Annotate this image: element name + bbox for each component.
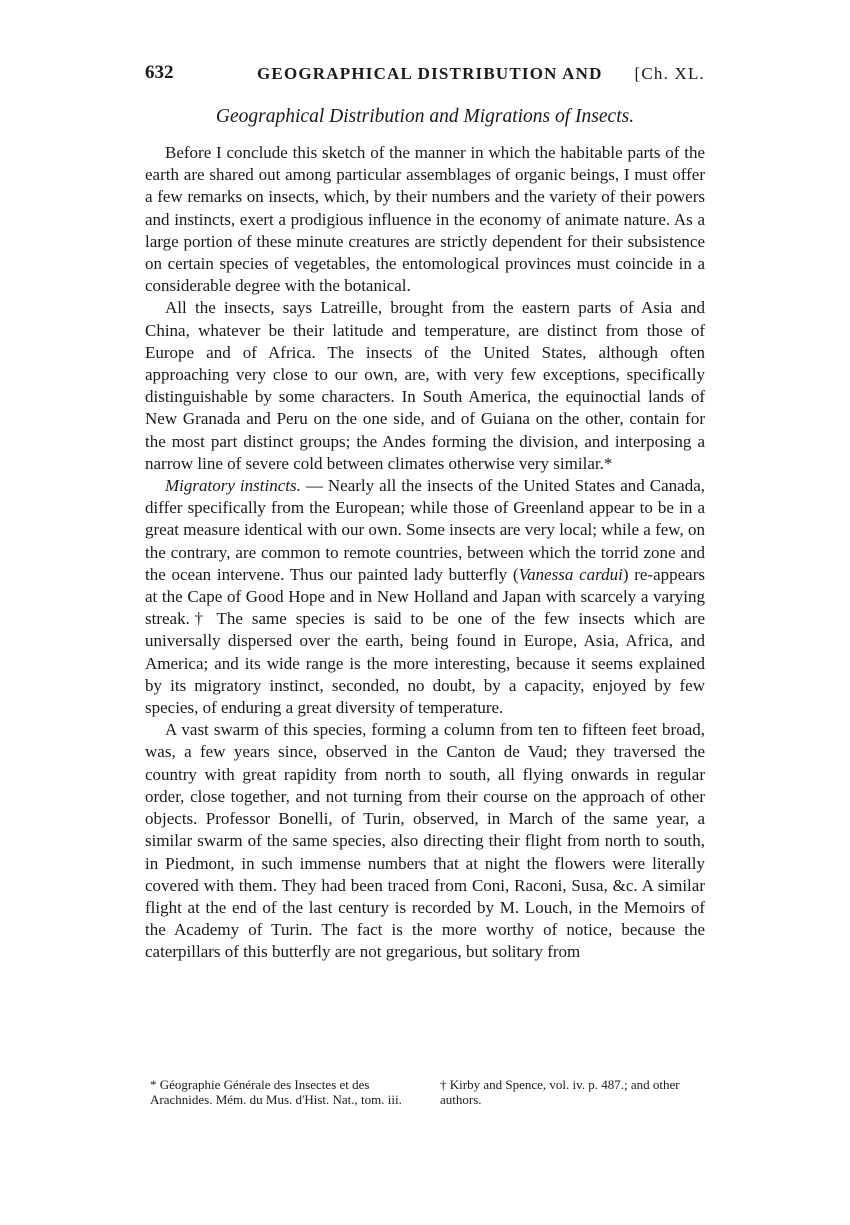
paragraph-migratory	[145, 475, 705, 719]
migratory-text-before: — Nearly all the insects of the United States and Canada, differ specifically from the European; while those of Greenland appear to be in a great measure identical with our own. Some insects are very local; while a few, on the contrary, are common to remote countries, between which the torrid zone and the ocean intervene. Thus our painted lady butterfly (	[145, 476, 706, 584]
chapter-label: [Ch. XL.	[634, 64, 705, 83]
paragraph-latreille: All the insects, says Latreille, brought from the eastern parts of Asia and China, whatever be their latitude and temperature, are distinct from those of Europe and of Africa. The insects of the United States, although often approaching very close to our own, are, with very few exceptions, specifically distinguishable by some characters. In South America, the equinoctial lands of New Granada and Peru on the one side, and of Guiana on the other, contain for the most part distinct groups; the Andes forming the division, and interposing a narrow line of severe cold between climates otherwise very similar.*	[145, 298, 705, 473]
species-name: Vanessa cardui	[518, 564, 623, 584]
page-number: 632	[145, 62, 174, 83]
section-title: Geographical Distribution and Migrations of Insects.	[215, 106, 635, 127]
footnote-dagger: † Kirby and Spence, vol. iv. p. 487.; and other authors.	[440, 1077, 680, 1107]
migratory-heading: Migratory instincts.	[165, 476, 301, 496]
migratory-text-after: ) re-appears at the Cape of Good Hope and in New Holland and Japan with scarcely a varying streak.† The same species is said to be one of the few insects which are universally dispersed over the earth, being found in Europe, Asia, Africa, and America; and its wide range is the more interesting, because it seems explained by its migratory instinct, seconded, no doubt, by a capacity, enjoyed by few species, of enduring a great diversity of temperature.	[145, 564, 705, 718]
body-text	[145, 142, 705, 964]
running-title: GEOGRAPHICAL DISTRIBUTION AND	[257, 64, 603, 83]
running-head	[145, 62, 705, 88]
paragraph-intro: Before I conclude this sketch of the manner in which the habitable parts of the earth are shared out among particular assemblages of organic beings, I must offer a few remarks on insects, which, by their numbers and the variety of their powers and instincts, exert a prodigious influence in the economy of animate nature. As a large portion of these minute creatures are strictly dependent for their subsistence on certain species of vegetables, the entomological provinces must coincide in a considerable degree with the botanical.	[145, 143, 705, 296]
footnote-star: * Géographie Générale des Insectes et des Arachnides. Mém. du Mus. d'Hist. Nat., tom. iii.	[150, 1077, 402, 1107]
paragraph-swarm: A vast swarm of this species, forming a column from ten to fifteen feet broad, was, a few years since, observed in the Canton de Vaud; they traversed the country with great rapidity from north to south, all flying onwards in regular order, close together, and not turning from their course on the approach of other objects. Professor Bonelli, of Turin, observed, in March of the same year, a similar swarm of the same species, also directing their flight from north to south, in Piedmont, in such immense numbers that at night the flowers were literally covered with them. They had been traced from Coni, Raconi, Susa, &c. A similar flight at the end of the last century is recorded by M. Louch, in the Memoirs of the Academy of Turin. The fact is the more worthy of notice, because the caterpillars of this butterfly are not gregarious, but solitary from	[145, 720, 705, 962]
